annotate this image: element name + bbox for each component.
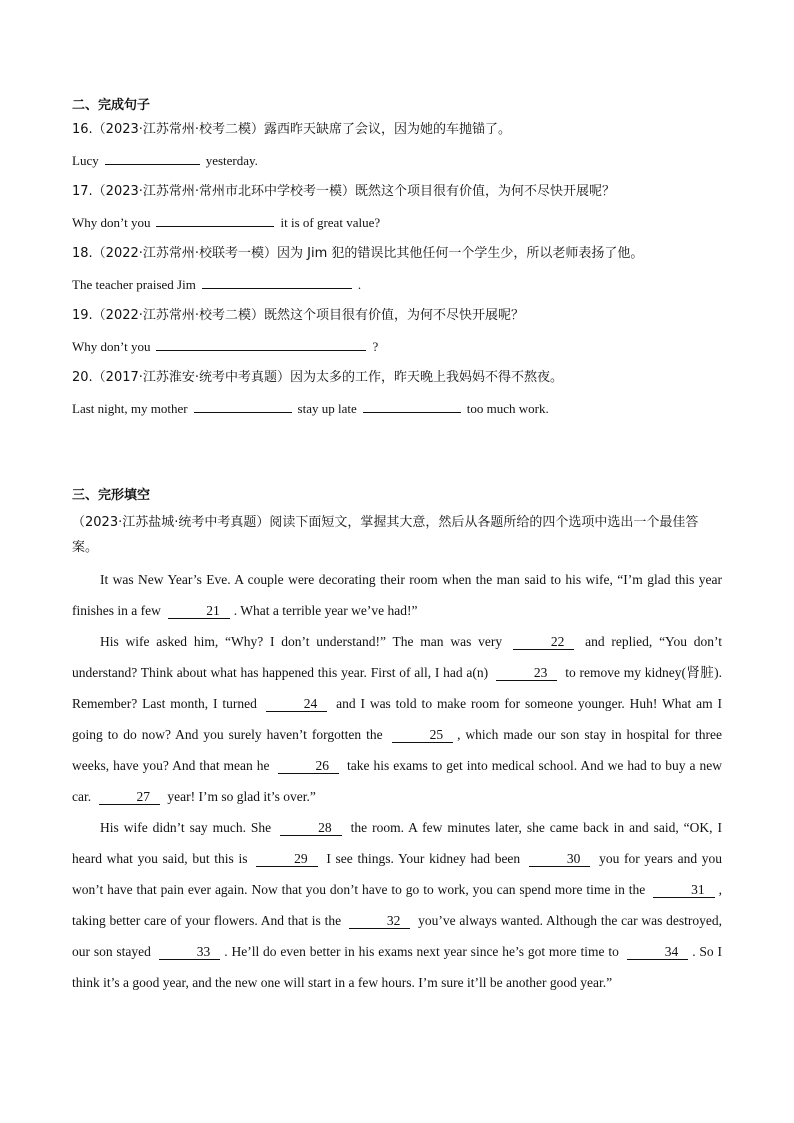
- passage-text: the room. A few minutes later, she came back in and said, “OK, I heard what you said, but this is: [72, 820, 723, 866]
- passage-text: and replied, “You don’t understand? Think about what has happened this year. First of all, I had a(n): [72, 634, 722, 680]
- question-16-prompt: 16.（2023·江苏常州·校考二模）露西昨天缺席了会议，因为她的车抛锚了。: [72, 122, 512, 137]
- cloze-blank-27[interactable]: 27: [99, 790, 161, 805]
- passage-text: and I was told to make room for someone younger. Huh! What am I going to do now? And you surely haven’t forgotten the: [72, 696, 722, 742]
- cloze-blank-25[interactable]: 25: [392, 728, 454, 743]
- sentence-text: The teacher praised Jim: [72, 277, 196, 292]
- section-spacer: [72, 426, 722, 486]
- cloze-blank-22[interactable]: 22: [513, 635, 575, 650]
- cloze-blank-32[interactable]: 32: [349, 914, 411, 929]
- cloze-blank-23[interactable]: 23: [496, 666, 558, 681]
- sentence-text: .: [357, 277, 362, 292]
- question-19-sentence: [72, 330, 722, 364]
- question-18-sentence: [72, 268, 722, 302]
- question-17-prompt: 17.（2023·江苏常州·常州市北环中学校考一模）既然这个项目很有价值，为何不尽快开展呢？: [72, 184, 616, 199]
- sentence-text: Why don’t you: [72, 215, 151, 230]
- sentence-text: Lucy: [72, 153, 99, 168]
- cloze-blank-21[interactable]: 21: [168, 604, 230, 619]
- cloze-blank-24[interactable]: 24: [266, 697, 328, 712]
- passage-text: you’ve always wanted. Although the car was destroyed, our son stayed: [72, 913, 722, 959]
- answer-blank-18[interactable]: [202, 275, 352, 289]
- cloze-blank-33[interactable]: 33: [159, 945, 221, 960]
- passage-text: His wife didn’t say much. She: [100, 820, 272, 835]
- passage-text: His wife asked him, “Why? I don’t understand!” The man was very: [100, 634, 503, 649]
- cloze-blank-28[interactable]: 28: [280, 821, 342, 836]
- passage-text: take his exams to get into medical school. And we had to buy a new car.: [72, 758, 723, 804]
- passage-text: . He’ll do even better in his exams next year since he’s got more time to: [224, 944, 619, 959]
- answer-blank-16[interactable]: [105, 151, 200, 165]
- cloze-blank-29[interactable]: 29: [256, 852, 318, 867]
- question-16-sentence: [72, 144, 722, 178]
- question-20-sentence: [72, 392, 722, 426]
- cloze-passage: [72, 564, 722, 998]
- sentence-text: Last night, my mother: [72, 401, 188, 416]
- question-20-prompt: 20.（2017·江苏淮安·统考中考真题）因为太多的工作，昨天晚上我妈妈不得不熬夜。: [72, 370, 564, 385]
- passage-text: I see things. Your kidney had been: [326, 851, 521, 866]
- section-heading-cloze: 三、完形填空: [72, 488, 151, 503]
- cloze-blank-34[interactable]: 34: [627, 945, 689, 960]
- answer-blank-19[interactable]: [156, 337, 366, 351]
- passage-text: It was New Year’s Eve. A couple were decorating their room when the man said to his wife, “I’m glad this year finishes in a few: [72, 572, 722, 618]
- passage-text: . What a terrible year we’ve had!”: [233, 603, 418, 618]
- passage-paragraph-3: [72, 812, 722, 998]
- sentence-text: yesterday.: [205, 153, 258, 168]
- passage-paragraph-2: [72, 626, 722, 812]
- answer-blank-20b[interactable]: [363, 399, 461, 413]
- cloze-instructions: （2023·江苏盐城·统考中考真题）阅读下面短文，掌握其大意，然后从各题所给的四个选项中选出一个最佳答案。: [72, 515, 699, 555]
- document-page: [72, 96, 722, 998]
- answer-blank-17[interactable]: [156, 213, 274, 227]
- sentence-text: Why don’t you: [72, 339, 151, 354]
- cloze-blank-30[interactable]: 30: [529, 852, 591, 867]
- sentence-text: ?: [372, 339, 379, 354]
- passage-paragraph-1: [72, 564, 722, 626]
- answer-blank-20a[interactable]: [194, 399, 292, 413]
- sentence-text: too much work.: [466, 401, 549, 416]
- sentence-text: it is of great value?: [280, 215, 381, 230]
- passage-text: year! I’m so glad it’s over.”: [167, 789, 316, 804]
- question-18-prompt: 18.（2022·江苏常州·校联考一模）因为 Jim 犯的错误比其他任何一个学生少，所以老师表扬了他。: [72, 246, 644, 261]
- passage-text: , taking better care of your flowers. And that is the: [72, 882, 722, 928]
- sentence-text: stay up late: [297, 401, 357, 416]
- question-19-prompt: 19.（2022·江苏常州·校考二模）既然这个项目很有价值，为何不尽快开展呢？: [72, 308, 525, 323]
- passage-text: , which made our son stay in hospital for three weeks, have you? And that mean he: [72, 727, 722, 773]
- passage-text: you for years and you won’t have that pain ever again. Now that you don’t have to go to work, you can spend more time in the: [72, 851, 723, 897]
- cloze-blank-26[interactable]: 26: [278, 759, 340, 774]
- passage-text: to remove my kidney(肾脏). Remember? Last month, I turned: [72, 665, 723, 711]
- question-17-sentence: [72, 206, 722, 240]
- cloze-blank-31[interactable]: 31: [653, 883, 715, 898]
- passage-text: . So I think it’s a good year, and the new one will start in a few hours. I’m sure it’ll be another good year.”: [72, 944, 723, 990]
- section-heading-complete-sentences: 二、完成句子: [72, 98, 151, 113]
